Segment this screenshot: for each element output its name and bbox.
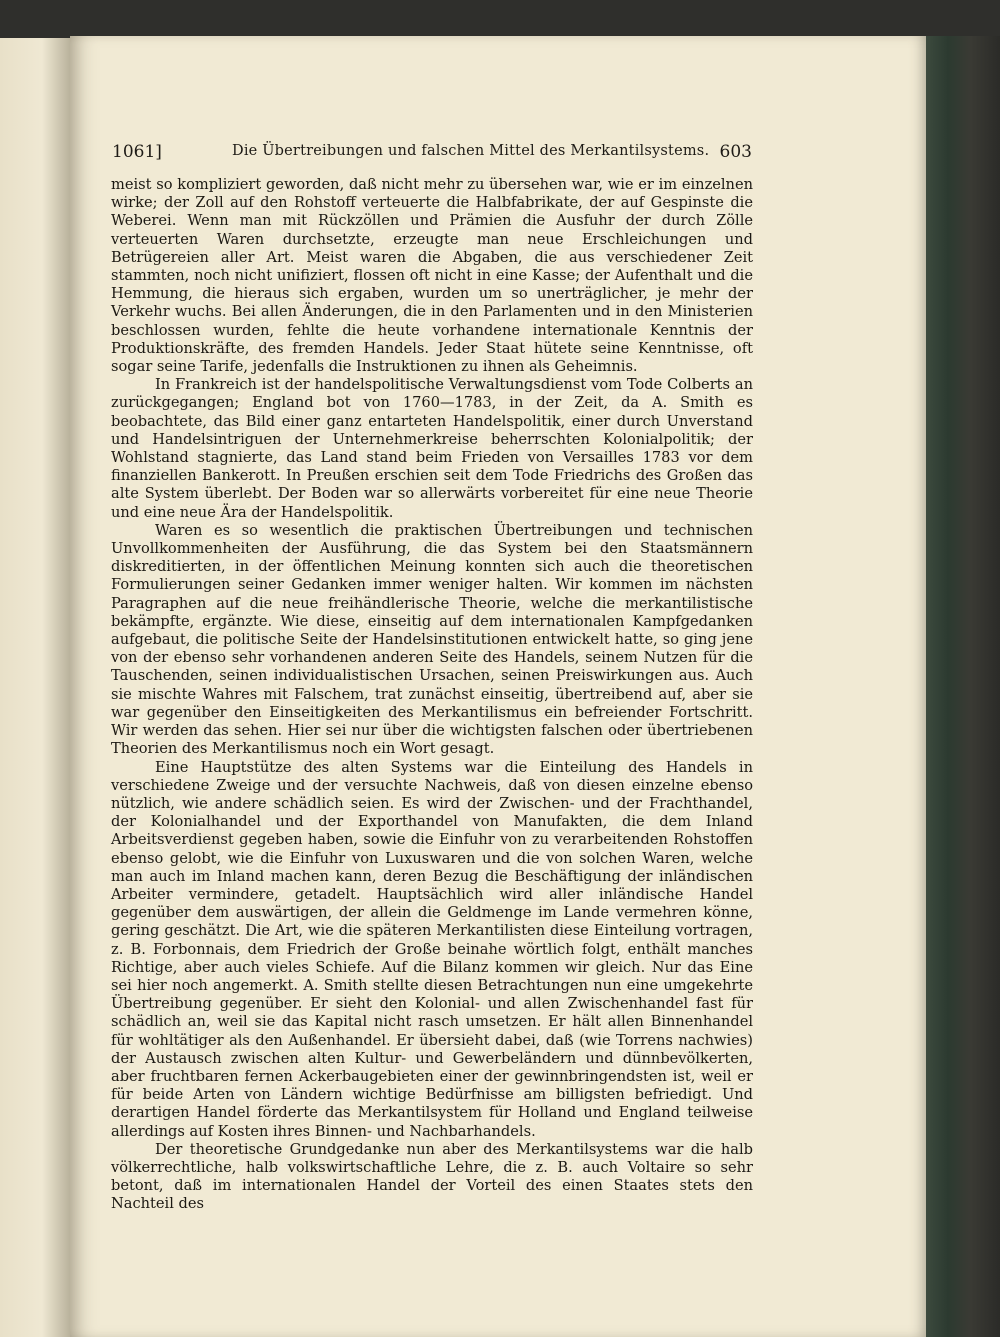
page-number: 603 — [719, 142, 752, 162]
running-title: Die Übertreibungen und falschen Mittel des Merkantilsystems. — [232, 143, 710, 159]
paragraph: meist so kompliziert geworden, daß nicht mehr zu übersehen war, wie er im einzelnen wirke; der Zoll auf den Rohstoff verteuerte die Halbfabrikate, der auf Gespinste die Weberei. Wenn man mit Rückzöllen und Prämien die Ausfuhr der durch Zölle verteuerten Waren durchsetzte, erzeugte man neue Erschleichungen und Betrügereien aller Art. Meist waren die Abgaben, die aus verschiedener Zeit stammten, noch nicht unifiziert, flossen oft nicht in eine Kasse; der Aufenthalt und die Hemmung, die hieraus sich ergaben, wurden um so unerträglicher, je mehr der Verkehr wuchs. Bei allen Änderungen, die in den Parlamenten und in den Ministerien beschlossen wurden, fehlte die heute vorhandene internationale Kenntnis der Produktionskräfte, des fremden Handels. Jeder Staat hütete seine Kenntnisse, oft sogar seine Tarife, jedenfalls die Instruktionen zu ihnen als Geheimnis. — [111, 176, 753, 376]
left-page-edge — [0, 38, 70, 1337]
paragraph: In Frankreich ist der handelspolitische Verwaltungsdienst vom Tode Colberts an zurückgegangen; England bot von 1760—1783, in der Zeit, da A. Smith es beobachtete, das Bild einer ganz entarteten Handelspolitik, einer durch Unverstand und Handelsintriguen der Unternehmerkreise beherrschten Kolonialpolitik; der Wohlstand stagnierte, das Land stand beim Frieden von Versailles 1783 vor dem finanziellen Bankerott. In Preußen erschien seit dem Tode Friedrichs des Großen das alte System überlebt. Der Boden war so allerwärts vorbereitet für eine neue Theorie und eine neue Ära der Handelspolitik. — [111, 376, 753, 521]
book-cover-edge — [926, 36, 1000, 1337]
paragraph: Waren es so wesentlich die praktischen Übertreibungen und technischen Unvollkommenheiten der Ausführung, die das System bei den Staatsmännern diskreditierten, in der öffentlichen Meinung konnten sich auch die theoretischen Formulierungen seiner Gedanken immer weniger halten. Wir kommen im nächsten Paragraphen auf die neue freihändlerische Theorie, welche die merkantilistische bekämpfte, ergänzte. Wie diese, einseitig auf dem internationalen Kampfgedanken aufgebaut, die politische Seite der Handelsinstitutionen entwickelt hatte, so ging jene von der ebenso sehr vorhandenen anderen Seite des Handels, seinem Nutzen für die Tauschenden, seinen individualistischen Ursachen, seinen Preiswirkungen aus. Auch sie mischte Wahres mit Falschem, trat zunächst einseitig, übertreibend auf, aber sie war gegenüber den Einseitigkeiten des Merkantilismus ein befreiender Fortschritt. Wir werden das sehen. Hier sei nur über die wichtigsten falschen oder übertriebenen Theorien des Merkantilismus noch ein Wort gesagt. — [111, 521, 753, 758]
paragraph: Der theoretische Grundgedanke nun aber des Merkantilsystems war die halb völkerrechtliche, halb volkswirtschaftliche Lehre, die z. B. auch Voltaire so sehr betont, daß im internationalen Handel der Vorteil des einen Staates stets den Nachteil des — [111, 1140, 753, 1213]
page-body — [111, 176, 753, 1213]
paragraph: Eine Hauptstütze des alten Systems war die Einteilung des Handels in verschiedene Zweige und der versuchte Nachweis, daß von diesen einzelne ebenso nützlich, wie andere schädlich seien. Es wird der Zwischen- und der Frachthandel, der Kolonialhandel und der Exporthandel von Manufakten, die dem Inland Arbeitsverdienst gegeben haben, sowie die Einfuhr von zu verarbeitenden Rohstoffen ebenso gelobt, wie die Einfuhr von Luxuswaren und die von solchen Waren, welche man auch im Inland machen kann, deren Bezug die Beschäftigung der inländischen Arbeiter vermindere, getadelt. Hauptsächlich wird aller inländische Handel gegenüber dem auswärtigen, der allein die Geldmenge im Lande vermehren könne, gering geschätzt. Die Art, wie die späteren Merkantilisten diese Einteilung vortragen, z. B. Forbonnais, dem Friedrich der Große beinahe wörtlich folgt, enthält manches Richtige, aber auch vieles Schiefe. Auf die Bilanz kommen wir gleich. Nur das Eine sei hier noch angemerkt. A. Smith stellte diesen Betrachtungen nun eine umgekehrte Übertreibung gegenüber. Er sieht den Kolonial- und allen Zwischenhandel fast für schädlich an, weil sie das Kapital nicht rasch umsetzen. Er hält allen Binnenhandel für wohltätiger als den Außenhandel. Er übersieht dabei, daß (wie Torrens nachwies) der Austausch zwischen alten Kultur- und Gewerbeländern und dünnbevölkerten, aber fruchtbaren fernen Ackerbaugebieten einer der gewinnbringendsten ist, weil er für beide Arten von Ländern wichtige Bedürfnisse am billigsten befriedigt. Und derartigen Handel förderte das Merkantilsystem für Holland und England teilweise allerdings auf Kosten ihres Binnen- und Nachbarhandels. — [111, 758, 753, 1140]
section-number: 1061] — [112, 142, 162, 162]
running-header — [112, 140, 752, 166]
